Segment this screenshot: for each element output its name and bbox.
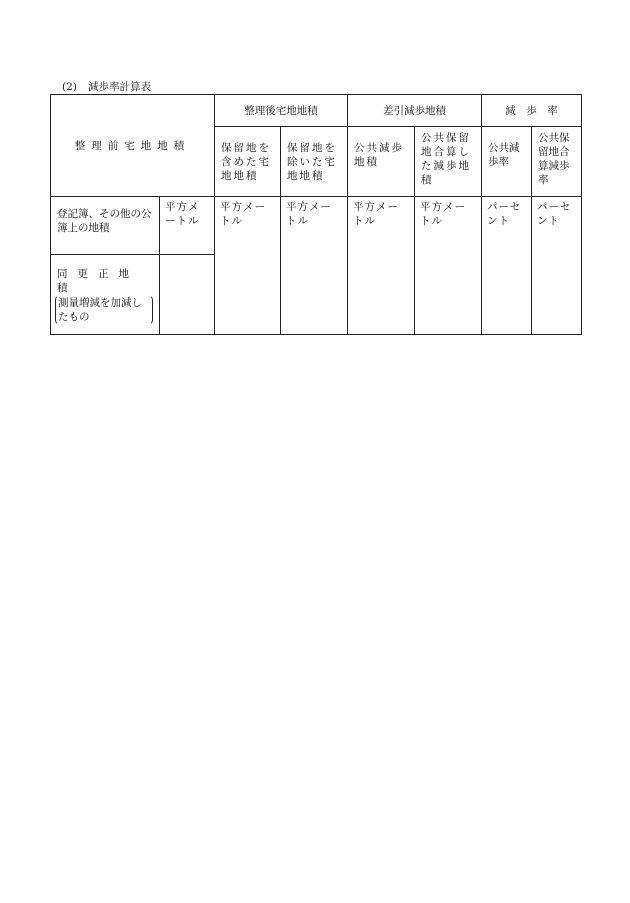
public-reserve-reduction-area-unit: 平方メートル: [415, 197, 482, 335]
public-reduction-rate-header: 公共減歩率: [482, 127, 532, 197]
pre-area-header: 整理前宅地地積: [51, 95, 215, 197]
reduction-rate-group-header: 減 歩 率: [482, 95, 582, 127]
corrected-area-unit-cell: [160, 255, 215, 335]
section-number: (2): [62, 81, 77, 93]
reduction-rate-table: [50, 94, 582, 335]
section-heading: [62, 79, 151, 94]
public-reduction-area-unit: 平方メートル: [348, 197, 415, 335]
public-reserve-reduction-area-header: 公共保留地合算した減歩地積: [415, 127, 482, 197]
section-title: 減歩率計算表: [88, 81, 151, 93]
corrected-area-label: [51, 255, 160, 335]
post-area-group-header: 整理後宅地地積: [215, 95, 348, 127]
excl-reserve-unit: 平方メートル: [281, 197, 348, 335]
incl-reserve-header: 保留地を含めた宅地地積: [215, 127, 281, 197]
public-reserve-reduction-rate-unit: パーセント: [532, 197, 582, 335]
incl-reserve-unit: 平方メートル: [215, 197, 281, 335]
excl-reserve-header: 保留地を除いた宅地地積: [281, 127, 348, 197]
corrected-area-note: 測量増減を加減したもの: [55, 295, 153, 325]
public-reduction-rate-unit: パーセント: [482, 197, 532, 335]
public-reserve-reduction-rate-header: 公共保留地合算減歩率: [532, 127, 582, 197]
public-reduction-area-header: 公共減歩地積: [348, 127, 415, 197]
corrected-area-main: 同更正地積: [57, 268, 139, 294]
registry-area-unit: 平方メートル: [160, 197, 215, 255]
registry-area-label: 登記簿、その他の公簿上の地積: [51, 197, 160, 255]
difference-group-header: 差引減歩地積: [348, 95, 482, 127]
